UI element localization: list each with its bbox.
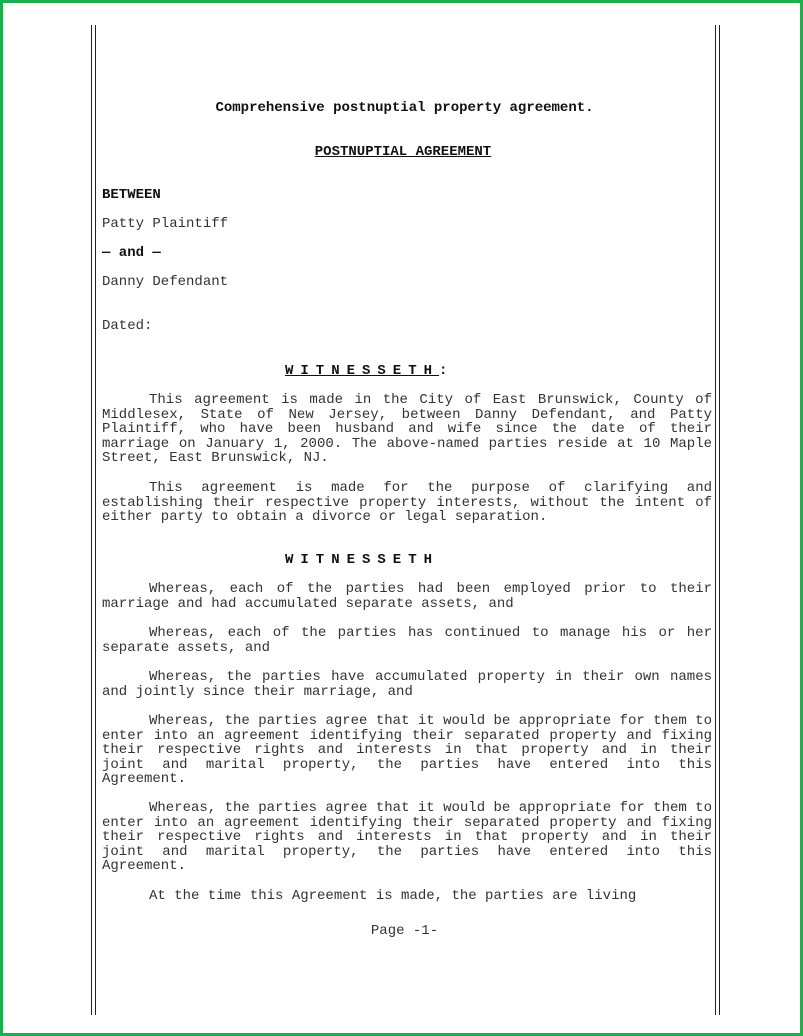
witnesseth-heading-2-text: WITNESSETH: [285, 552, 440, 568]
recital-paragraph: Whereas, each of the parties had been employed prior to their marriage and had accumulated separate assets, and: [102, 581, 712, 612]
left-margin-rule: [91, 25, 92, 1015]
witnesseth-heading-1-colon: :: [439, 363, 448, 379]
agreement-title-text: POSTNUPTIAL AGREEMENT: [314, 144, 492, 160]
document-caption: Comprehensive postnuptial property agreement.: [215, 100, 594, 116]
and-label: — and —: [102, 245, 161, 261]
recital-paragraph: At the time this Agreement is made, the parties are living: [149, 888, 637, 904]
recital-paragraph: Whereas, the parties have accumulated property in their own names and jointly since their marriage, and: [102, 669, 712, 700]
intro-paragraph: This agreement is made for the purpose of clarifying and establishing their respective property interests, without the intent of either party to obtain a divorce or legal separation.: [102, 480, 712, 526]
witnesseth-heading-2: [285, 552, 439, 568]
right-margin-rule: [719, 25, 720, 1015]
left-margin-rule-inner: [95, 25, 96, 1015]
recital-paragraph: Whereas, each of the parties has continued to manage his or her separate assets, and: [102, 625, 712, 656]
between-label: BETWEEN: [102, 187, 161, 203]
party-two: Danny Defendant: [102, 274, 229, 290]
witnesseth-heading-1-text: WITNESSETH: [285, 363, 440, 379]
right-margin-rule-inner: [715, 25, 716, 1015]
dated-label: Dated:: [102, 318, 153, 334]
party-one: Patty Plaintiff: [102, 216, 229, 232]
recital-paragraph: Whereas, the parties agree that it would be appropriate for them to enter into an agreement identifying their separated property and fixing their respective rights and interests in that property and in their joint and marital property, the parties have entered into this Agreement.: [102, 800, 712, 875]
page-number: Page -1-: [370, 923, 439, 939]
witnesseth-heading-1: [285, 363, 447, 379]
agreement-title: [93, 144, 713, 160]
recital-paragraph: Whereas, the parties agree that it would be appropriate for them to enter into an agreement identifying their separated property and fixing their respective rights and interests in that property and in their joint and marital property, the parties have entered into this Agreement.: [102, 713, 712, 788]
intro-paragraph: This agreement is made in the City of East Brunswick, County of Middlesex, State of New Jersey, between Danny Defendant, and Patty Plaintiff, who have been husband and wife since the date of their marriage on January 1, 2000. The above-named parties reside at 10 Maple Street, East Brunswick, NJ.: [102, 392, 712, 467]
